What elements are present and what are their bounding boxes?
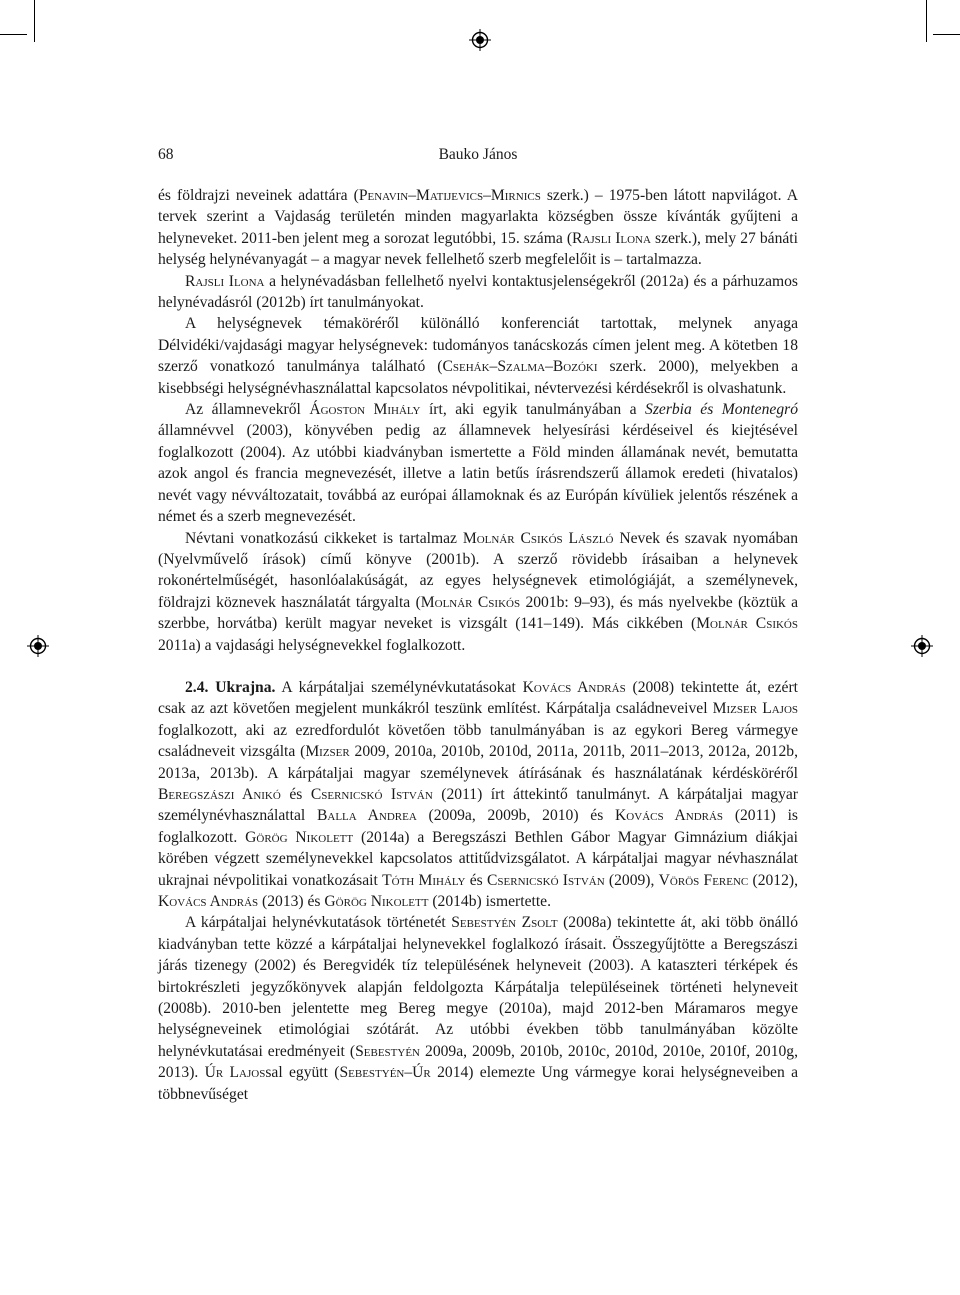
crop-mark-top-right-h	[933, 34, 960, 35]
author-name: Úr Lajos	[204, 1064, 266, 1082]
paragraph-7: A kárpátaljai helynévkutatások történetét Sebestyén Zsolt (2008a) tekintette át, aki több önálló kiadványban tette közzé a kárpátaljai helynevekkel foglalkozó írásait. Összegyűjtötte a Beregszászi járás tizenegy (2002) és Beregvidék tíz településének helyneveit (2003). A kataszteri térképek és birtokrészleti jegyzőkönyvek alapján feldolgozta Kárpátalja településeinek történeti helyneveit (2008b). 2010-ben jelentette meg Bereg megye (2010a), majd 2012-ben Máramaros megye helységneveinek etimológiai szótárát. Az utóbbi években több tanulmányában közölte helynévkutatásai eredményeit (Sebestyén 2009a, 2009b, 2010b, 2010c, 2010d, 2010e, 2010f, 2010g, 2013). Úr Lajossal együtt (Sebestyén–Úr 2014) elemezte Ung vármegye korai helységneveiben a többnevűséget	[158, 914, 799, 1103]
author-name: Rajsli Ilona	[572, 229, 651, 247]
author-name: Sebestyén	[355, 1042, 420, 1060]
italic-term: Szerbia és Montenegró	[645, 401, 798, 419]
author-name: Görög Nikolett	[245, 828, 354, 846]
section-heading: 2.4. Ukrajna.	[185, 678, 276, 696]
page-number: 68	[158, 146, 174, 163]
registration-mark-top-icon	[469, 29, 491, 51]
paragraph-3: A helységnevek témaköréről különálló konferenciát tartottak, melynek anyaga Délvidéki/vajdasági magyar helységnevek: tudományos tanácskozás címen jelent meg. A kötetben 18 szerző vonatkozó tanulmánya található (Csehák–Szalma–Bozóki szerk. 2000), melyekben a kisebbségi helységnévhasználattal kapcsolatos névpolitikai, névtervezési kérdésekről is olvashatunk.	[158, 315, 798, 397]
author-name: Kovács András	[158, 893, 259, 910]
author-name: Kovács András	[615, 807, 724, 825]
author-name: Mizser Lajos	[712, 700, 798, 718]
section-ukrajna-paragraph: 2.4. Ukrajna. A kárpátaljai személynévkutatásokat Kovács András (2008) tekintette át, ezért csak az azt követően megjelent munkákról teszünk említést. Kárpátalja családneveivel Mizser Lajos foglalkozott, aki az ezredfordulót követően több tanulmányában is az egykori Bereg vármegye családneveit vizsgálta (Mizser 2009, 2010a, 2010b, 2010d, 2011a, 2011b, 2011–2013, 2012a, 2012b, 2013a, 2013b). A kárpátaljai magyar személynevek átírásának és használatának kérdésköréről Beregszászi Anikó és Csernicskó István (2011) írt áttekintő tanulmányt. A kárpátaljai magyar személynévhasználattal Balla Andrea (2009a, 2009b, 2010) és Kovács András (2011) is foglalkozott. Görög Nikolett (2014a) a Beregszászi Bethlen Gábor Magyar Gimnázium diákjai körében végzett személynevekkel kapcsolatos attitűdvizsgálatot. A kárpátaljai magyar névhasználat ukrajnai névpolitikai vonatkozásait Tóth Mihály és Csernicskó István (2009), Vörös Ferenc (2012), Kovács András (2013) és Görög Nikolett (2014b) ismertette.	[158, 678, 799, 910]
author-name: Vörös Ferenc	[658, 871, 749, 889]
author-name: Molnár Csikós László	[462, 529, 614, 547]
author-name: Csernicskó István	[487, 871, 605, 889]
author-name: Mizser	[305, 743, 350, 761]
paragraph-4: Az államnevekről Ágoston Mihály írt, aki egyik tanulmányában a Szerbia és Montenegró államnévvel (2003), könyvében pedig az államnevek helyesírási kérdéseivel és kiejtésével foglalkozott (2004). Az utóbbi kiadványban ismertette a Föld minden államának nevét, bemutatta azok angol és francia megnevezését, illetve a latin betűs írásrendszerű államok eredeti (hivatalos) nevét vagy névváltozatait, továbbá az európai államoknak és az Európán kívüliek jelentős részének a német és a szerb megnevezését.	[158, 401, 798, 526]
author-name: Molnár Csikós	[696, 615, 798, 633]
paragraph-2: Rajsli Ilona a helynévadásban fellelhető nyelvi kontaktusjelenségekről (2012a) és a párhuzamos helynévadásról (2012b) írt tanulmányokat.	[158, 272, 798, 312]
author-name: Balla Andrea	[316, 807, 417, 825]
crop-mark-top-left-h	[0, 34, 27, 35]
paragraph-1: és földrajzi neveinek adattára (Penavin–Matijevics–Mirnics szerk.) – 1975-ben látott napvilágot. A tervek szerint a Vajdaság területén minden magyarlakta községben össze kívánták gyűjteni a helyneveket. 2011-ben jelent meg a sorozat legutóbbi, 15. száma (Rajsli Ilona szerk.), mely 27 bánáti helység helynévanyagát – a magyar nevek fellelhető szerb megfelelőit is – tartalmazza.	[158, 187, 798, 269]
paragraph-5: Névtani vonatkozású cikkeket is tartalmaz Molnár Csikós László Nevek és szavak nyomában (Nyelvművelő írások) című könyve (2001b). A szerző rövidebb írásaiban a helynevek rokonértelműségét, hasonlóalakúságát, az egyes helységnevek etimológiáját, a személynevek, földrajzi köznevek használatát tárgyalta (Molnár Csikós 2001b: 9–93), és más nyelvekbe (köztük a szerbbe, horvátba) került magyar neveket is vizsgált (141–149). Más cikkében (Molnár Csikós 2011a) a vajdasági helységnevekkel foglalkozott.	[158, 529, 798, 654]
author-name: Beregszászi Anikó	[158, 785, 281, 803]
author-name: Tóth Mihály	[382, 871, 466, 889]
author-name: Csernicskó István	[310, 785, 433, 803]
author-name: Molnár Csikós	[420, 593, 521, 611]
author-name: Sebestyén Zsolt	[451, 914, 558, 932]
body-text	[158, 185, 798, 1105]
author-name: Penavin–Matijevics–Mirnics	[358, 187, 541, 204]
crop-mark-top-left	[34, 0, 35, 42]
author-name: Görög Nikolett	[324, 893, 429, 910]
author-name: Ágoston Mihály	[309, 401, 421, 419]
author-name: Rajsli Ilona	[185, 272, 265, 290]
crop-mark-top-right	[926, 0, 927, 42]
author-name: Sebestyén–Úr	[339, 1064, 431, 1082]
registration-mark-right-icon	[911, 635, 933, 657]
running-head-author: Bauko János	[438, 146, 518, 163]
registration-mark-left-icon	[27, 635, 49, 657]
author-name: Csehák–Szalma–Bozóki	[442, 358, 598, 376]
author-name: Kovács András	[522, 678, 626, 696]
